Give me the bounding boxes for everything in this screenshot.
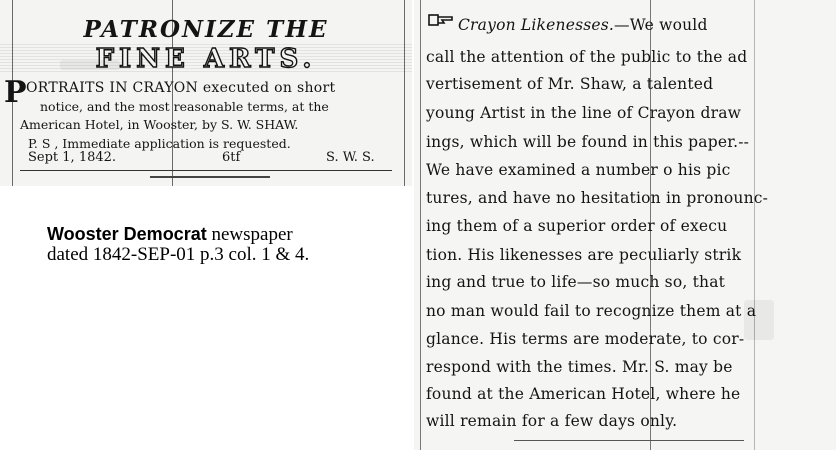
image-caption: [47, 224, 387, 265]
ad-heading-fine-arts: FINE ARTS.: [0, 44, 412, 74]
article-title: Crayon Likenesses.: [458, 16, 615, 34]
ad-text-line: ORTRAITS IN CRAYON executed on short: [26, 80, 336, 96]
article-line: call the attention of the public to the ad: [426, 48, 748, 66]
article-line: vertisement of Mr. Shaw, a talented: [426, 75, 714, 93]
article-line: no man would fail to recognize them at a: [426, 302, 757, 320]
article-line: glance. His terms are moderate, to cor-: [426, 330, 745, 348]
print-smudge: [60, 60, 120, 70]
article-line: found at the American Hotel, where he: [426, 385, 741, 403]
ad-text-line: American Hotel, in Wooster, by S. W. SHAW.: [20, 117, 299, 132]
article-line: We have examined a number o his pic: [426, 161, 731, 179]
caption-paper-word: newspaper: [211, 224, 293, 245]
caption-date-line: dated 1842-SEP-01 p.3 col. 1 & 4.: [47, 244, 310, 265]
article-line: respond with the times. Mr. S. may be: [426, 358, 733, 376]
article-line: ing and true to life—so much so, that: [426, 273, 726, 291]
article-line: tures, and have no hesitation in pronounc-: [426, 189, 769, 207]
divider: [514, 440, 744, 441]
advertisement-clipping: [0, 0, 412, 186]
ad-code: 6tf: [222, 150, 241, 165]
divider: [20, 170, 392, 171]
ad-initials: S. W. S.: [326, 150, 375, 165]
pointing-hand-icon: [428, 13, 454, 27]
divider: [150, 176, 270, 186]
article-line: tion. His likenesses are peculiarly strik: [426, 246, 742, 264]
ad-heading-patronize: PATRONIZE THE: [83, 16, 329, 43]
ad-drop-cap: P: [4, 75, 27, 110]
article-line: ing them of a superior order of execu: [426, 217, 728, 235]
caption-paper-name: Wooster Democrat: [47, 224, 207, 244]
article-line: young Artist in the line of Crayon draw: [426, 104, 742, 122]
ad-text-line: notice, and the most reasonable terms, at the: [40, 99, 329, 114]
article-line: —We would: [614, 16, 708, 34]
print-smudge: [744, 300, 774, 340]
article-line: ings, which will be found in this paper.--: [426, 133, 750, 151]
column-rule: [420, 0, 421, 450]
article-line: will remain for a few days only.: [426, 412, 678, 430]
ad-text-line: P. S , Immediate application is requested.: [28, 136, 291, 151]
article-first-line: [458, 16, 836, 34]
ad-date: Sept 1, 1842.: [28, 150, 117, 165]
article-clipping: [414, 0, 836, 450]
